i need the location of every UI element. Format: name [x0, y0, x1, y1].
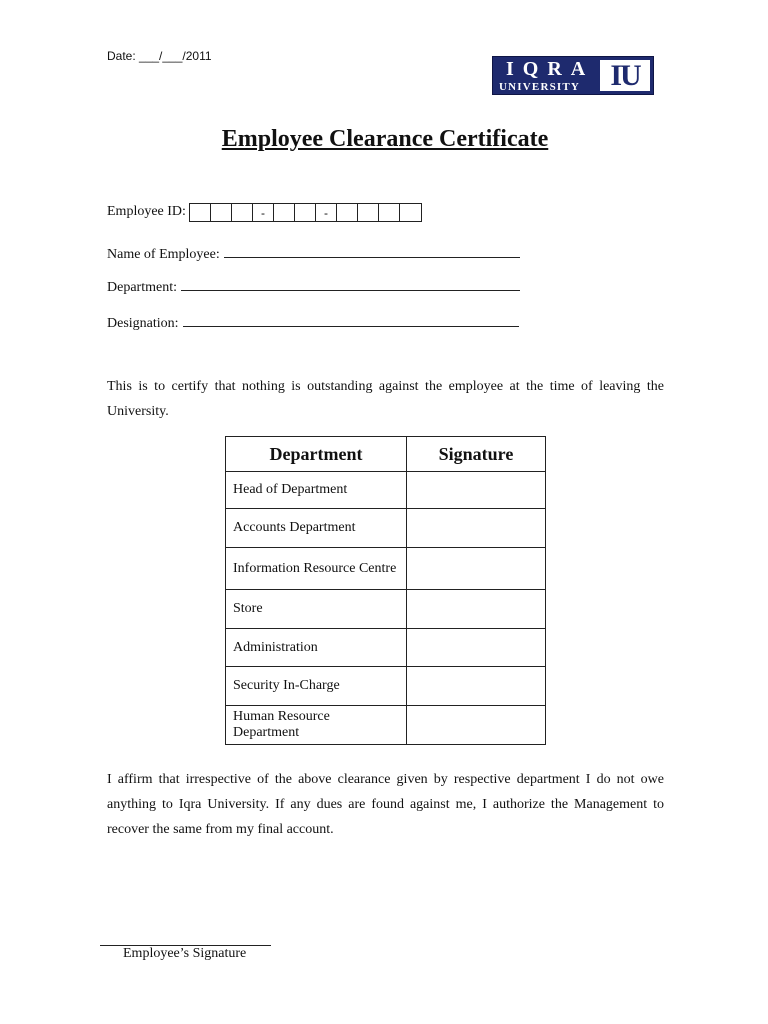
- logo-word-iqra: IQRA: [506, 58, 595, 80]
- table-row: [226, 548, 546, 590]
- date-field: Date: ___/___/2011: [107, 49, 212, 63]
- id-box[interactable]: [337, 204, 358, 221]
- table-row: [226, 667, 546, 706]
- table-row: [226, 590, 546, 629]
- signature-cell[interactable]: [407, 629, 546, 667]
- id-box[interactable]: [400, 204, 421, 221]
- header-signature: Signature: [407, 437, 546, 472]
- employee-id-label: Employee ID:: [107, 204, 186, 219]
- table-row: [226, 706, 546, 745]
- clearance-table: [225, 436, 546, 745]
- certify-paragraph: This is to certify that nothing is outstanding against the employee at the time of leaving the University.: [107, 379, 664, 419]
- signature-cell[interactable]: [407, 667, 546, 706]
- designation-row: [107, 312, 519, 332]
- table-row: [226, 509, 546, 548]
- employee-signature-label: Employee’s Signature: [123, 946, 247, 961]
- id-box[interactable]: [211, 204, 232, 221]
- id-box[interactable]: [295, 204, 316, 221]
- department-line[interactable]: [181, 276, 520, 291]
- header-department: Department: [226, 437, 407, 472]
- id-box[interactable]: [274, 204, 295, 221]
- logo-word-university: UNIVERSITY: [499, 81, 581, 93]
- signature-cell[interactable]: [407, 472, 546, 509]
- name-of-employee-line[interactable]: [224, 243, 520, 258]
- signature-cell[interactable]: [407, 548, 546, 590]
- department-cell: Administration: [226, 629, 407, 667]
- department-cell: Head of Department: [226, 472, 407, 509]
- table-row: [226, 472, 546, 509]
- name-of-employee-label: Name of Employee:: [107, 247, 220, 262]
- signature-cell[interactable]: [407, 706, 546, 745]
- department-cell: Security In-Charge: [226, 667, 407, 706]
- department-cell: Information Resource Centre: [226, 548, 407, 590]
- designation-line[interactable]: [183, 312, 519, 327]
- signature-cell[interactable]: [407, 509, 546, 548]
- id-box[interactable]: [358, 204, 379, 221]
- department-row: [107, 276, 520, 296]
- department-cell: Human Resource Department: [226, 706, 407, 745]
- department-cell: Accounts Department: [226, 509, 407, 548]
- id-box[interactable]: [190, 204, 211, 221]
- employee-id-boxes[interactable]: [189, 203, 422, 222]
- name-of-employee-row: [107, 243, 520, 263]
- id-box[interactable]: [379, 204, 400, 221]
- department-cell: Store: [226, 590, 407, 629]
- id-box-separator: -: [253, 204, 274, 221]
- table-row: [226, 629, 546, 667]
- affirm-paragraph: I affirm that irrespective of the above clearance given by respective department I do not owe anything to Iqra University. If any dues are found against me, I authorize the Management to recover the same from my final account.: [107, 772, 664, 837]
- id-box[interactable]: [232, 204, 253, 221]
- logo-monogram: IU: [600, 60, 650, 91]
- department-label: Department:: [107, 280, 177, 295]
- signature-cell[interactable]: [407, 590, 546, 629]
- designation-label: Designation:: [107, 316, 179, 331]
- iqra-university-logo: [492, 56, 654, 95]
- id-box-separator: -: [316, 204, 337, 221]
- page-title: Employee Clearance Certificate: [221, 126, 549, 152]
- table-header-row: [226, 437, 546, 472]
